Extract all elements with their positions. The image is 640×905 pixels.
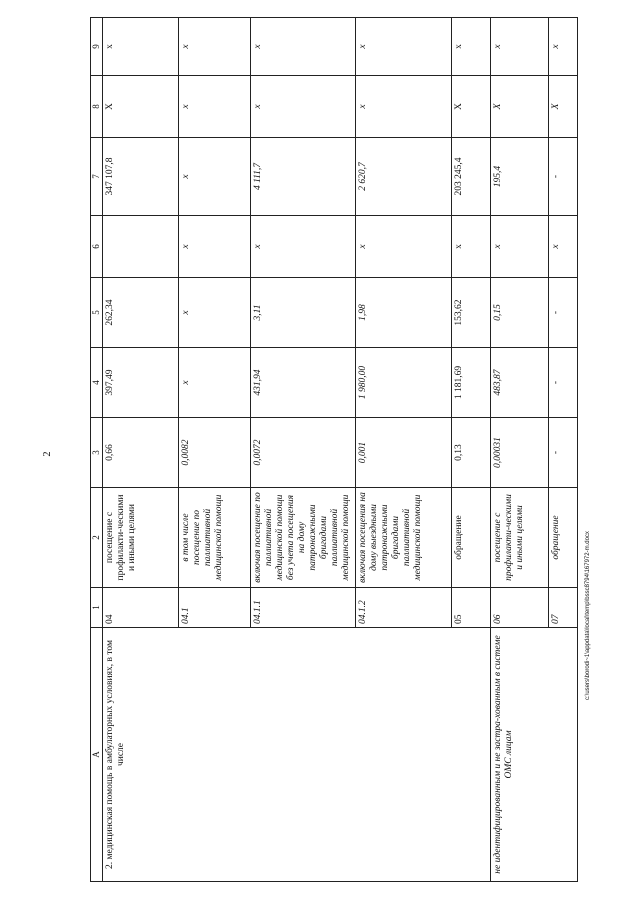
- value-cell-4: х: [179, 348, 250, 418]
- header-cell: 6: [91, 216, 103, 278]
- value-cell-3: 0,00031: [490, 418, 549, 488]
- value-cell-7: 2 620,7: [356, 138, 452, 216]
- value-cell-8: х: [250, 76, 356, 138]
- value-cell-4: 431,94: [250, 348, 356, 418]
- table-row: [103, 18, 179, 882]
- value-cell-5: х: [179, 278, 250, 348]
- row-code-cell: 06: [490, 588, 549, 628]
- value-cell-7: 347 107,8: [103, 138, 179, 216]
- value-cell-6: [103, 216, 179, 278]
- value-cell-4: 397,49: [103, 348, 179, 418]
- header-cell: 9: [91, 18, 103, 76]
- value-cell-3: 0,0072: [250, 418, 356, 488]
- value-cell-6: х: [250, 216, 356, 278]
- value-cell-4: 1 181,69: [451, 348, 490, 418]
- value-cell-8: х: [179, 76, 250, 138]
- value-cell-3: 0,001: [356, 418, 452, 488]
- header-cell: 5: [91, 278, 103, 348]
- value-cell-9: х: [451, 18, 490, 76]
- row-description-cell: обращение: [451, 488, 490, 588]
- value-cell-7: -: [549, 138, 578, 216]
- header-cell: 8: [91, 76, 103, 138]
- page-number: 2: [42, 451, 53, 457]
- row-description-cell: посещение с профилакти-ческими и иными целями: [490, 488, 549, 588]
- data-table: [90, 17, 578, 882]
- value-cell-4: 483,87: [490, 348, 549, 418]
- row-description-cell: включая посещение по паллиативной медицинской помощи без учета посещения на дому патронажными бригадами паллиативной медицинской помощи: [250, 488, 356, 588]
- value-cell-5: 1,98: [356, 278, 452, 348]
- row-description-cell: посещение с профилакти-ческими и иными целями: [103, 488, 179, 588]
- value-cell-3: 0,13: [451, 418, 490, 488]
- value-cell-8: Х: [490, 76, 549, 138]
- value-cell-3: -: [549, 418, 578, 488]
- rotated-table-sheet: [90, 18, 578, 882]
- row-code-cell: 07: [549, 588, 578, 628]
- value-cell-9: х: [549, 18, 578, 76]
- value-cell-5: 3,11: [250, 278, 356, 348]
- value-cell-3: 0,0082: [179, 418, 250, 488]
- header-cell: 2: [91, 488, 103, 588]
- value-cell-9: х: [490, 18, 549, 76]
- value-cell-5: 262,34: [103, 278, 179, 348]
- value-cell-6: х: [451, 216, 490, 278]
- value-cell-6: х: [356, 216, 452, 278]
- row-description-cell: в том числе посещение по паллиативной медицинской помощи: [179, 488, 250, 588]
- value-cell-7: 4 111,7: [250, 138, 356, 216]
- row-code-cell: 04.1: [179, 588, 250, 628]
- header-cell: А: [91, 628, 103, 882]
- header-row: [91, 18, 103, 882]
- value-cell-9: х: [356, 18, 452, 76]
- value-cell-6: х: [549, 216, 578, 278]
- value-cell-9: х: [250, 18, 356, 76]
- value-cell-8: Х: [549, 76, 578, 138]
- row-code-cell: 05: [451, 588, 490, 628]
- value-cell-8: Х: [451, 76, 490, 138]
- value-cell-5: 0,15: [490, 278, 549, 348]
- footer-file-path: c:\users\borodi~1\appdata\local\temp\bssc8794\167972-m.docx: [585, 531, 591, 700]
- value-cell-5: 153,62: [451, 278, 490, 348]
- header-cell: 3: [91, 418, 103, 488]
- value-cell-9: х: [103, 18, 179, 76]
- value-cell-8: Х: [103, 76, 179, 138]
- value-cell-5: -: [549, 278, 578, 348]
- row-description-cell: включая посещения на дому выездными патронажными бригадами паллиативной медицинской помощи: [356, 488, 452, 588]
- value-cell-7: 195,4: [490, 138, 549, 216]
- value-cell-7: 203 245,4: [451, 138, 490, 216]
- row-description-cell: обращение: [549, 488, 578, 588]
- header-cell: 4: [91, 348, 103, 418]
- header-cell: 7: [91, 138, 103, 216]
- table-wrapper: [90, 18, 578, 882]
- value-cell-4: 1 980,00: [356, 348, 452, 418]
- value-cell-6: х: [490, 216, 549, 278]
- value-cell-7: х: [179, 138, 250, 216]
- row-code-cell: 04.1.1: [250, 588, 356, 628]
- value-cell-8: х: [356, 76, 452, 138]
- value-cell-9: х: [179, 18, 250, 76]
- row-code-cell: 04.1.2: [356, 588, 452, 628]
- row-code-cell: 04: [103, 588, 179, 628]
- value-cell-6: х: [179, 216, 250, 278]
- header-cell: 1: [91, 588, 103, 628]
- value-cell-4: -: [549, 348, 578, 418]
- row-group-label: 2. медицинская помощь в амбулаторных условиях, в том числе: [103, 628, 490, 882]
- table-row: [490, 18, 549, 882]
- value-cell-3: 0,66: [103, 418, 179, 488]
- row-group-label: не идентифицированным и не застра-хованным в системе ОМС лицам: [490, 628, 577, 882]
